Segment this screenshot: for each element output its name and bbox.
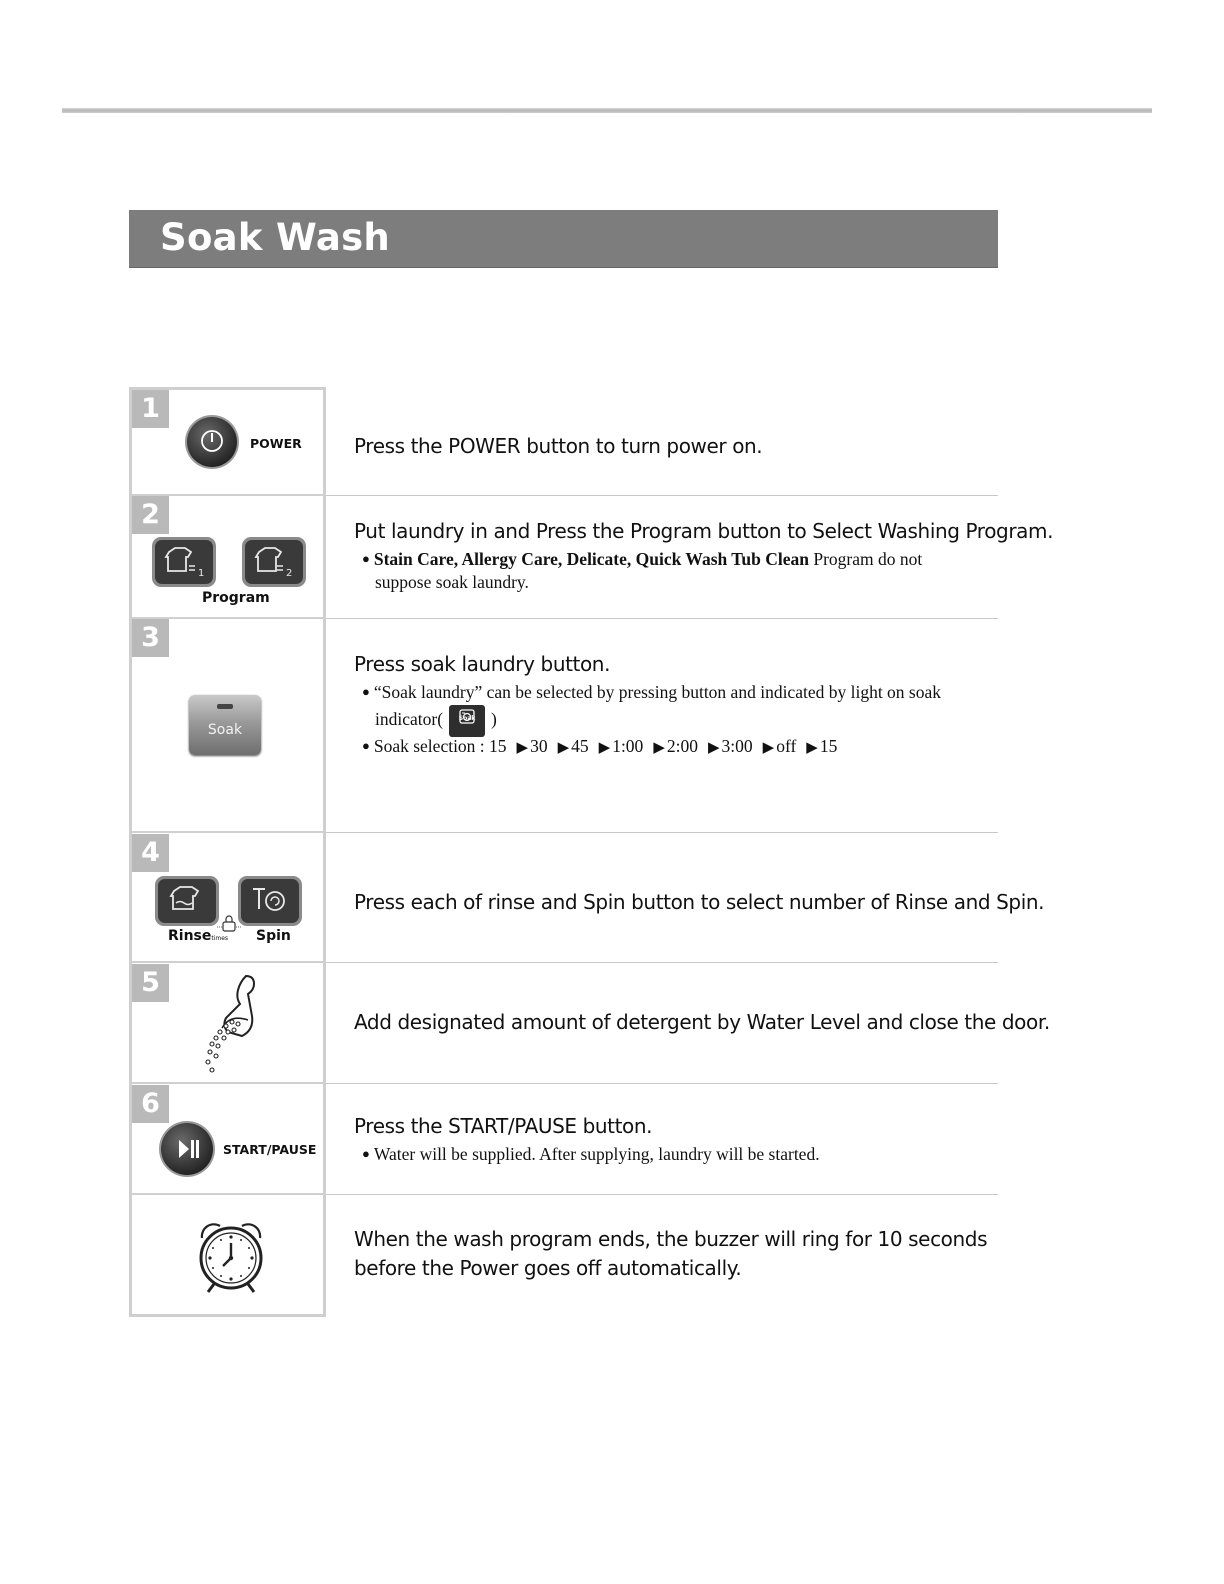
step-3-note-1-continued: indicator( Soak ) [375,703,497,737]
arrow-right-icon: ▶ [762,740,775,756]
soak-option: 15 [489,736,507,756]
alarm-clock-icon [194,1218,268,1294]
soak-indicator-label: Soak [458,714,476,722]
program-button-label: Program [202,590,270,606]
step-5-instruction: Add designated amount of detergent by Water Level and close the door. [354,1010,1050,1034]
row-divider [326,832,998,833]
step-number-4: 4 [132,834,169,872]
row-divider [132,831,323,833]
start-pause-icon [158,1120,216,1178]
soak-button-icon [189,695,261,755]
soak-option: 1:00 [612,736,644,756]
start-pause-button-label: START/PAUSE [223,1142,317,1157]
row-divider [132,1193,323,1195]
step-2-instruction: Put laundry in and Press the Program button to Select Washing Program. [354,519,1054,543]
spin-button-label: Spin [256,928,291,944]
soak-option: 3:00 [721,736,753,756]
soak-option: 2:00 [666,736,698,756]
program-2-badge: 2 [286,568,293,579]
step-number-6: 6 [132,1085,169,1123]
step-6-note: ● Water will be supplied. After supplying, laundry will be started. [362,1144,820,1164]
row-divider [132,1082,323,1084]
row-divider [326,1083,998,1084]
soak-option: 15 [819,736,838,756]
step-3-note-1: ● “Soak laundry” can be selected by pressing button and indicated by light on soak [362,682,942,702]
power-button-label: POWER [250,436,302,451]
step-6-instruction: Press the START/PAUSE button. [354,1114,653,1138]
program-button-1-icon [151,536,217,588]
excluded-programs: Stain Care, Allergy Care, Delicate, Quick Wash Tub Clean [373,549,809,569]
arrow-right-icon: ▶ [653,740,665,756]
program-1-badge: 1 [198,568,205,579]
row-divider [326,618,998,619]
step-2-note-continued: suppose soak laundry. [375,572,529,592]
row-divider [326,962,998,963]
step-number-1: 1 [132,390,169,428]
rinse-button-label: Rinsetimes [168,928,229,944]
spin-button-icon [237,875,303,927]
step-4-instruction: Press each of rinse and Spin button to select number of Rinse and Spin. [354,890,1045,914]
step-number-3: 3 [132,619,169,657]
final-note-line-2: before the Power goes off automatically. [354,1256,742,1280]
power-icon [184,414,240,470]
rinse-button-icon [154,875,220,927]
soak-option: 30 [530,736,548,756]
row-divider [132,961,323,963]
step-3-instruction: Press soak laundry button. [354,652,611,676]
header-rule [62,108,1152,113]
section-title-bar [129,210,998,267]
final-note-line-1: When the wash program ends, the buzzer will ring for 10 seconds [354,1227,988,1251]
soak-button-label: Soak [207,722,243,738]
program-button-2-icon [241,536,307,588]
step-3-note-2: ● Soak selection : 15 ▶ 30 ▶ 45 ▶ 1:00 ▶ 2:00 ▶ 3:00 ▶ off ▶ 15 [362,736,838,756]
soak-option: off [776,736,797,756]
arrow-right-icon: ▶ [516,740,529,756]
soak-selection-label: Soak selection : [373,736,490,756]
page-title: Soak Wash [160,216,391,259]
detergent-scoop-icon [198,972,268,1076]
row-divider [326,495,998,496]
step-number-5: 5 [132,964,169,1002]
arrow-right-icon: ▶ [598,740,611,756]
row-divider [326,1194,998,1195]
soak-indicator-icon [449,705,485,737]
arrow-right-icon: ▶ [557,740,570,756]
step-number-2: 2 [132,496,169,534]
soak-led [217,704,233,709]
step-2-note: ● Stain Care, Allergy Care, Delicate, Quick Wash Tub Clean Program do not [362,549,923,569]
step-1-instruction: Press the POWER button to turn power on. [354,434,763,458]
arrow-right-icon: ▶ [707,740,720,756]
soak-option: 45 [571,736,589,756]
arrow-right-icon: ▶ [806,740,818,756]
